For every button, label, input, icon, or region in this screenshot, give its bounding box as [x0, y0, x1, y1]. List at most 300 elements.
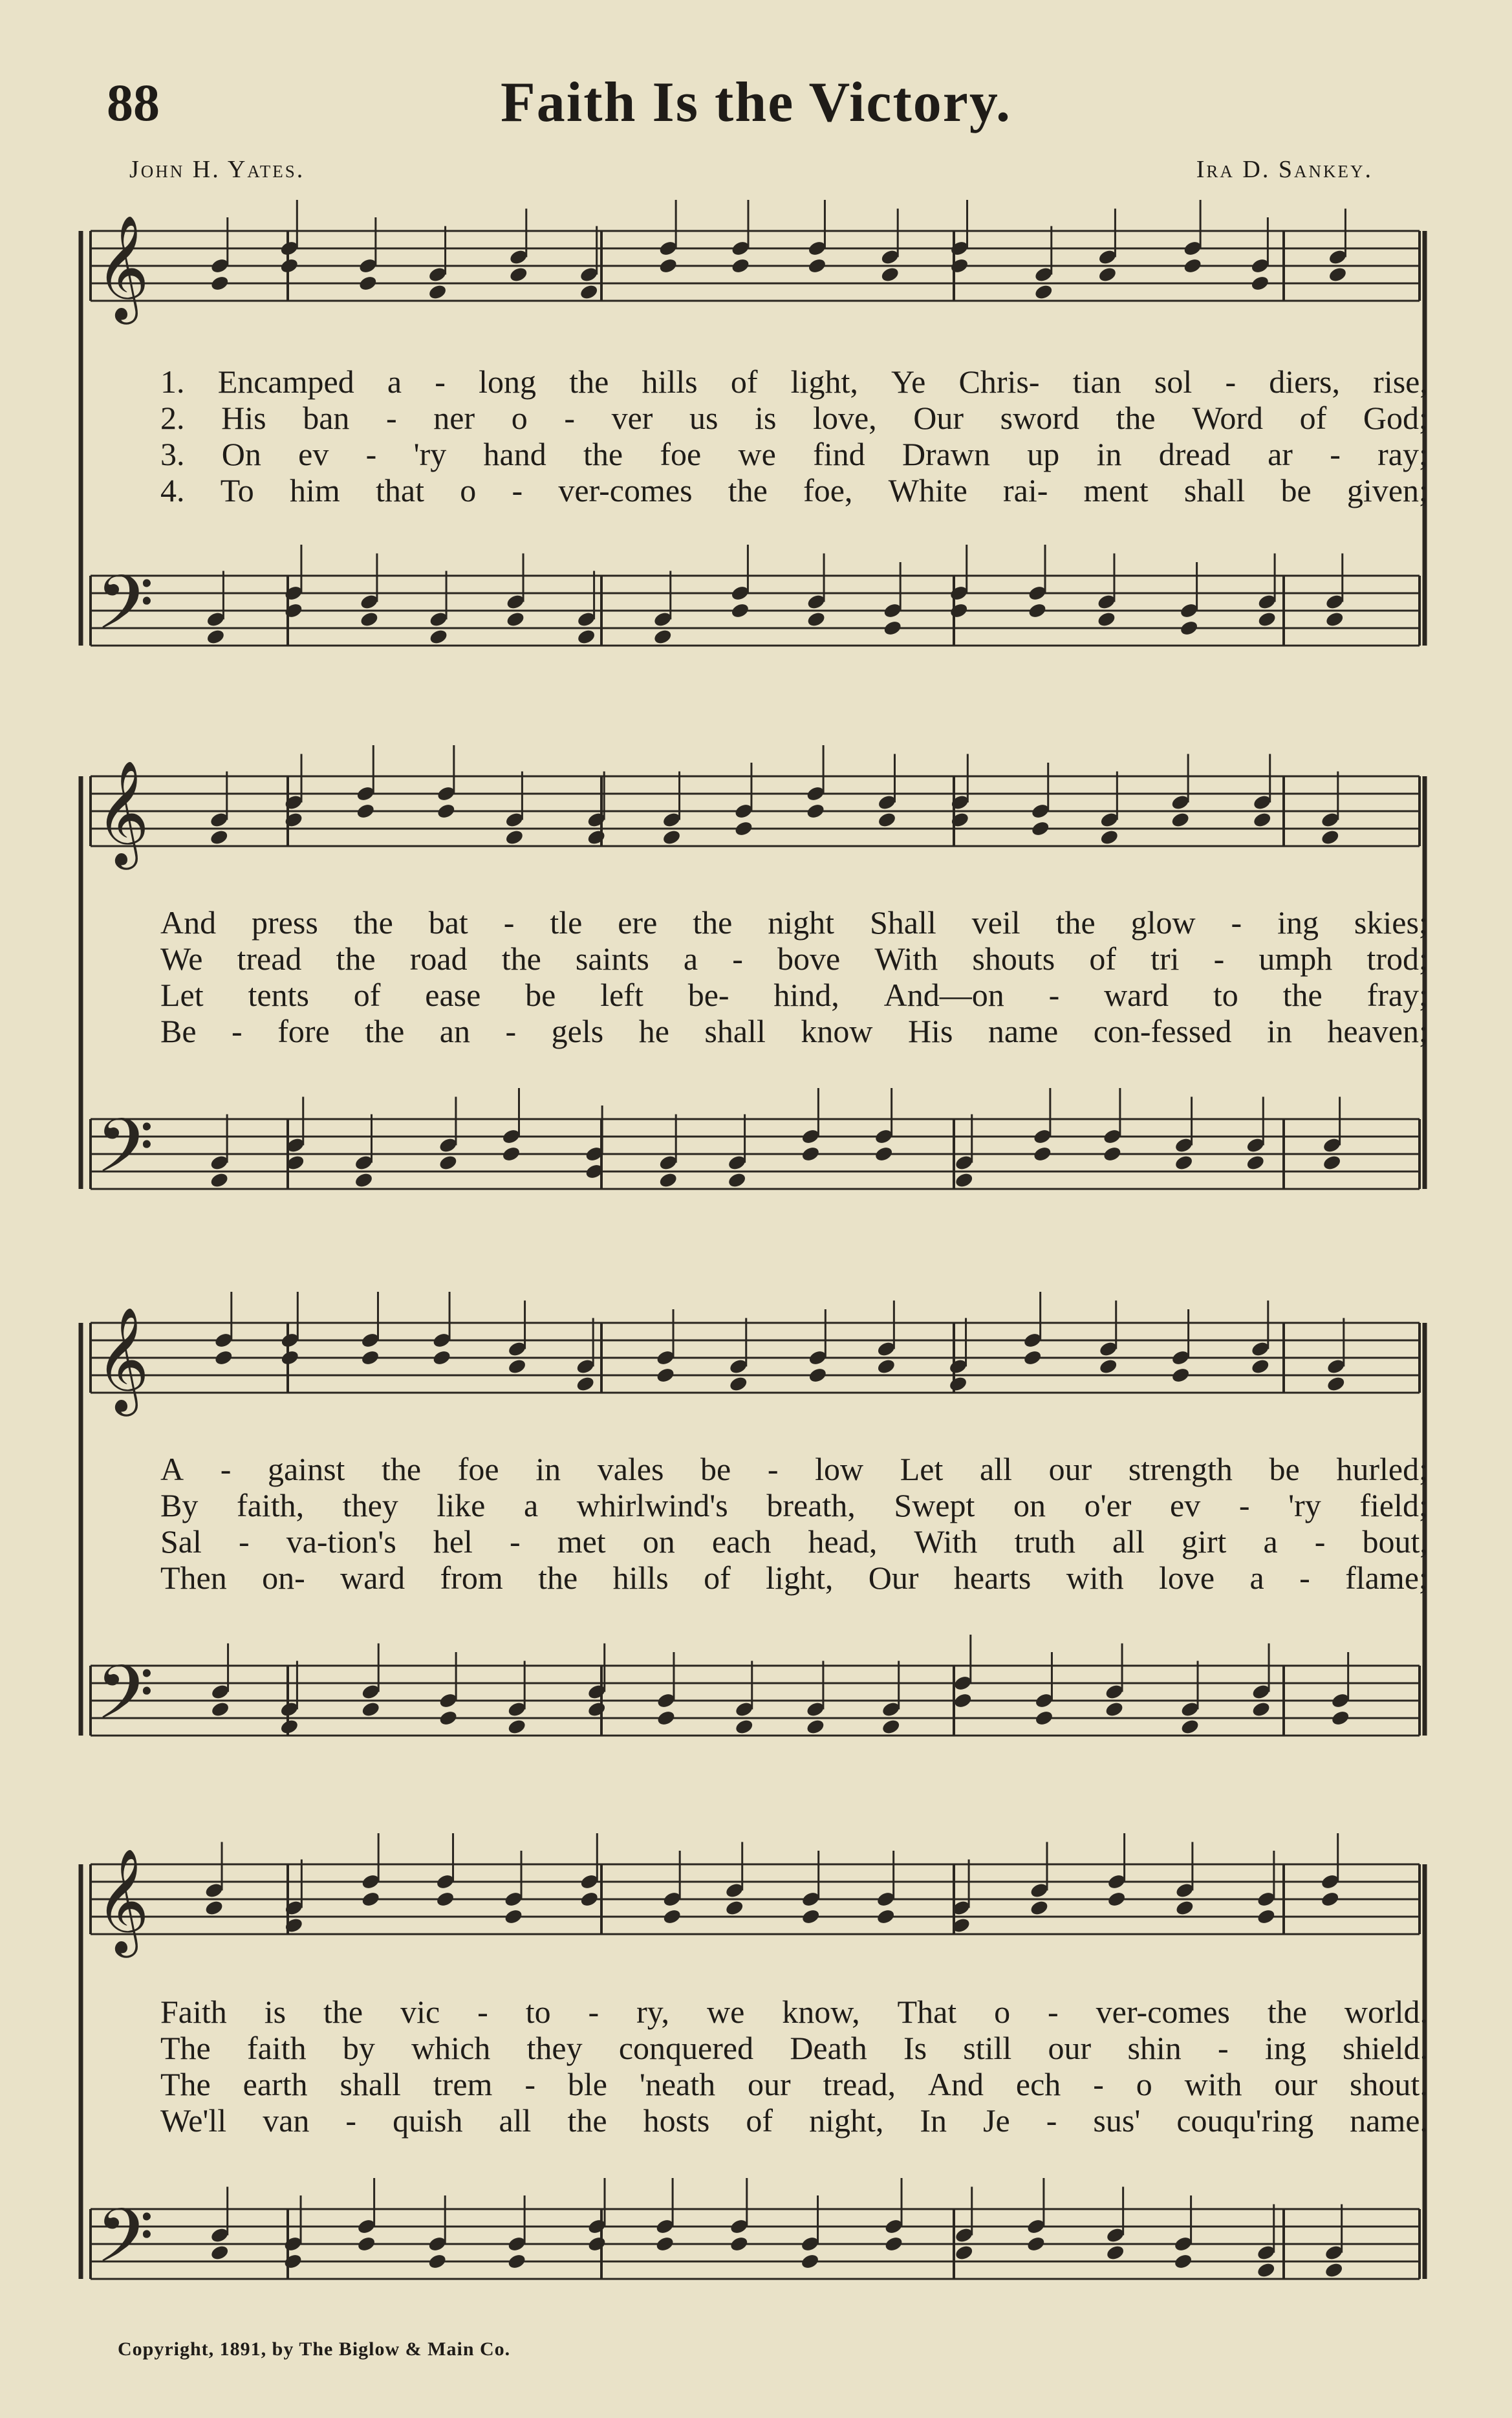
- lyric-syllable: quish: [393, 2102, 463, 2139]
- lyric-syllable: hind,: [773, 977, 839, 1013]
- lyric-syllable: love: [1158, 1560, 1215, 1596]
- lyric-syllable: trem: [433, 2066, 493, 2102]
- lyric-syllable: Let: [900, 1451, 944, 1487]
- note-head: [361, 1701, 381, 1718]
- lyric-syllable: ing: [1264, 2030, 1306, 2066]
- lyric-syllable: hosts: [643, 2102, 710, 2139]
- note-head: [503, 1908, 523, 1925]
- lyric-syllable: That: [897, 1994, 957, 2030]
- note-head: [1171, 811, 1191, 829]
- note-head: [507, 2252, 527, 2270]
- treble-clef-icon: 𝄞: [96, 1307, 149, 1412]
- lyric-line: [160, 1451, 1428, 1487]
- lyric-syllable: foe,: [803, 472, 853, 508]
- note-head: [1026, 2235, 1046, 2252]
- bass-clef-icon: 𝄢: [96, 1650, 155, 1755]
- note-head: [210, 274, 230, 292]
- note-head: [1032, 1145, 1052, 1162]
- bass-clef-icon: 𝄢: [96, 2193, 155, 2298]
- note-head: [877, 811, 897, 829]
- lyric-line: [160, 1013, 1428, 1049]
- note-head: [210, 2244, 230, 2261]
- lyric-syllable: -: [220, 1451, 232, 1487]
- lyric-syllable: in: [535, 1451, 561, 1487]
- lyric-syllable: the: [728, 472, 768, 508]
- note-head: [1256, 2261, 1276, 2279]
- lyric-syllable: His: [907, 1013, 953, 1049]
- note-head: [358, 274, 378, 292]
- lyric-syllable: ner: [433, 400, 475, 436]
- lyric-syllable: Word: [1192, 400, 1264, 436]
- lyric-syllable: hel: [433, 1523, 473, 1560]
- lyric-syllable: to: [525, 1994, 551, 2030]
- lyric-syllable: foe: [457, 1451, 499, 1487]
- note-head: [801, 1908, 821, 1925]
- lyric-syllable: dread: [1158, 436, 1231, 472]
- lyric-syllable: a: [683, 941, 698, 977]
- note-head: [356, 802, 376, 820]
- lyrics-system-4: [160, 1994, 1428, 2139]
- lyrics-system-1: [160, 364, 1428, 508]
- note-head: [662, 1908, 682, 1925]
- lyric-syllable: is: [755, 400, 777, 436]
- lyric-line: [160, 941, 1428, 977]
- lyric-syllable: of: [746, 2102, 773, 2139]
- note-head: [1029, 1899, 1049, 1917]
- lyric-syllable: We: [160, 941, 203, 977]
- lyric-syllable: whirlwind's: [576, 1487, 728, 1523]
- note-head: [655, 2235, 675, 2252]
- note-head: [209, 829, 229, 846]
- lyric-syllable: an: [439, 1013, 470, 1049]
- lyric-syllable: him: [290, 472, 340, 508]
- lyric-syllable: ward: [1104, 977, 1169, 1013]
- lyric-syllable: And: [160, 904, 217, 941]
- lyric-line: [160, 400, 1428, 436]
- lyric-syllable: -: [564, 400, 575, 436]
- note-head: [724, 1899, 744, 1917]
- lyric-syllable: shall: [704, 1013, 766, 1049]
- note-head: [733, 820, 753, 837]
- lyric-syllable: press: [252, 904, 318, 941]
- lyric-syllable: the: [693, 904, 733, 941]
- lyric-syllable: the: [569, 364, 609, 400]
- lyric-syllable: tents: [248, 977, 309, 1013]
- lyric-syllable: the: [501, 941, 541, 977]
- lyric-syllable: -: [1048, 1994, 1059, 2030]
- note-head: [210, 1171, 230, 1189]
- note-head: [1104, 1701, 1124, 1718]
- lyric-syllable: 'ry: [1288, 1487, 1321, 1523]
- note-head: [1173, 2252, 1193, 2270]
- note-head: [1256, 1908, 1276, 1925]
- lyric-syllable: is: [264, 1994, 286, 2030]
- note-head: [1328, 266, 1348, 283]
- lyric-syllable: diers,: [1269, 364, 1340, 400]
- lyric-syllable: light,: [766, 1560, 834, 1596]
- note-head: [874, 1145, 894, 1162]
- lyric-syllable: shin: [1127, 2030, 1182, 2066]
- lyric-syllable: of: [353, 977, 381, 1013]
- note-head: [1105, 2244, 1125, 2261]
- lyric-syllable: love,: [813, 400, 877, 436]
- note-head: [948, 1375, 968, 1393]
- note-head: [1324, 611, 1345, 628]
- lyric-syllable: Is: [903, 2030, 927, 2066]
- lyric-syllable: be: [1280, 472, 1312, 508]
- lyric-syllable: faith,: [236, 1487, 305, 1523]
- note-head: [587, 2235, 607, 2252]
- lyric-syllable: Ye: [891, 364, 926, 400]
- note-head: [427, 283, 448, 301]
- note-head: [507, 1718, 527, 1736]
- note-head: [210, 1701, 230, 1718]
- lyric-syllable: tian: [1072, 364, 1121, 400]
- lyric-syllable: -: [238, 1523, 250, 1560]
- lyric-syllable: The: [160, 2030, 211, 2066]
- lyric-syllable: -: [1299, 1560, 1310, 1596]
- lyric-syllable: we: [706, 1994, 745, 2030]
- lyric-syllable: tle: [550, 904, 583, 941]
- lyric-syllable: heaven;: [1327, 1013, 1428, 1049]
- lyric-syllable: bout,: [1362, 1523, 1428, 1560]
- lyric-syllable: in: [1096, 436, 1122, 472]
- treble-clef-icon: 𝄞: [96, 1848, 149, 1954]
- note-head: [438, 1154, 458, 1171]
- lyric-syllable: find: [813, 436, 865, 472]
- note-head: [953, 1692, 973, 1709]
- note-head: [807, 257, 827, 274]
- lyric-syllable: Faith: [160, 1994, 227, 2030]
- lyric-syllable: -: [435, 364, 446, 400]
- lyric-syllable: shouts: [972, 941, 1055, 977]
- note-head: [954, 1171, 974, 1189]
- lyric-syllable: glow: [1130, 904, 1196, 941]
- lyric-syllable: Swept: [894, 1487, 975, 1523]
- lyric-syllable: on-: [262, 1560, 305, 1596]
- lyric-syllable: they: [526, 2030, 583, 2066]
- note-head: [504, 829, 524, 846]
- note-head: [658, 1171, 678, 1189]
- note-head: [1033, 283, 1053, 301]
- lyric-syllable: Chris-: [958, 364, 1040, 400]
- note-head: [1171, 1366, 1191, 1384]
- note-head: [949, 257, 969, 274]
- lyric-syllable: o: [1136, 2066, 1152, 2102]
- lyric-syllable: name: [988, 1013, 1059, 1049]
- lyric-syllable: 'neath: [639, 2066, 716, 2102]
- lyric-syllable: low: [815, 1451, 864, 1487]
- lyric-syllable: the: [336, 941, 376, 977]
- lyric-syllable: he: [638, 1013, 669, 1049]
- note-head: [656, 1709, 676, 1726]
- lyric-syllable: we: [738, 436, 776, 472]
- bass-clef-icon: 𝄢: [96, 1103, 155, 1208]
- note-head: [1180, 1718, 1200, 1736]
- lyric-syllable: hills: [612, 1560, 669, 1596]
- lyric-syllable: ech: [1015, 2066, 1061, 2102]
- lyric-syllable: the: [538, 1560, 578, 1596]
- note-head: [1250, 274, 1270, 292]
- lyric-syllable: faith: [246, 2030, 307, 2066]
- lyric-syllable: be: [525, 977, 556, 1013]
- lyric-syllable: strength: [1128, 1451, 1233, 1487]
- lyric-syllable: ing: [1277, 904, 1319, 941]
- note-head: [806, 802, 826, 820]
- lyric-syllable: vales: [597, 1451, 664, 1487]
- lyric-syllable: be: [700, 1451, 731, 1487]
- lyric-syllable: our: [1048, 2030, 1092, 2066]
- lyric-syllable: bat: [428, 904, 468, 941]
- lyric-syllable: be-: [687, 977, 729, 1013]
- note-head: [507, 1358, 527, 1375]
- note-head: [876, 1358, 896, 1375]
- lyric-syllable: the: [567, 2102, 607, 2139]
- lyric-syllable: a: [1249, 1560, 1264, 1596]
- lyric-syllable: -: [1218, 2030, 1229, 2066]
- note-head: [1174, 1154, 1194, 1171]
- lyric-syllable: which: [411, 2030, 491, 2066]
- lyric-syllable: field;: [1359, 1487, 1428, 1523]
- note-head: [1098, 1358, 1118, 1375]
- note-head: [435, 1890, 455, 1908]
- note-head: [428, 628, 448, 646]
- lyric-syllable: be: [1269, 1451, 1300, 1487]
- lyric-syllable: of: [1299, 400, 1327, 436]
- lyric-syllable: van: [263, 2102, 310, 2139]
- lyric-syllable: breath,: [766, 1487, 856, 1523]
- lyric-syllable: shall: [340, 2066, 401, 2102]
- note-head: [508, 266, 528, 283]
- lyric-syllable: our: [1048, 1451, 1092, 1487]
- lyric-syllable: night: [768, 904, 835, 941]
- lyric-syllable: fore: [277, 1013, 330, 1049]
- lyric-syllable: sus': [1093, 2102, 1141, 2139]
- lyric-syllable: ar: [1268, 436, 1293, 472]
- lyric-syllable: the: [1055, 904, 1096, 941]
- lyric-syllable: the: [353, 904, 393, 941]
- note-head: [431, 1349, 451, 1366]
- lyric-syllable: foe: [660, 436, 702, 472]
- note-head: [1251, 1701, 1271, 1718]
- lyric-line: [160, 2066, 1428, 2102]
- lyric-syllable: with: [1066, 1560, 1124, 1596]
- note-head: [579, 1890, 599, 1908]
- lyric-syllable: -: [767, 1451, 779, 1487]
- lyric-syllable: By: [160, 1487, 199, 1523]
- lyric-syllable: shield.: [1343, 2030, 1428, 2066]
- lyric-syllable: trod;: [1366, 941, 1428, 977]
- lyric-syllable: Encamped: [217, 364, 354, 400]
- lyric-syllable: 'ry: [413, 436, 447, 472]
- lyric-syllable: 2.: [160, 400, 185, 436]
- lyric-syllable: -: [1213, 941, 1225, 977]
- lyric-syllable: -: [512, 472, 523, 508]
- lyric-syllable: road: [409, 941, 468, 977]
- lyric-syllable: earth: [243, 2066, 308, 2102]
- note-head: [655, 1366, 675, 1384]
- lyric-syllable: a: [387, 364, 402, 400]
- lyric-line: [160, 1487, 1428, 1523]
- note-head: [1246, 1154, 1266, 1171]
- lyric-line: [160, 2030, 1428, 2066]
- lyric-syllable: saints: [575, 941, 649, 977]
- note-head: [662, 829, 682, 846]
- note-head: [436, 802, 456, 820]
- lyric-syllable: all: [499, 2102, 532, 2139]
- note-head: [279, 257, 299, 274]
- lyric-syllable: 3.: [160, 436, 185, 472]
- lyric-syllable: -: [524, 2066, 535, 2102]
- lyric-syllable: hurled;: [1336, 1451, 1428, 1487]
- note-head: [730, 602, 750, 619]
- lyric-syllable: know: [801, 1013, 873, 1049]
- lyric-syllable: A: [160, 1451, 184, 1487]
- lyric-line: [160, 436, 1428, 472]
- note-head: [1174, 1899, 1194, 1917]
- lyric-syllable: hearts: [953, 1560, 1031, 1596]
- lyric-syllable: in: [1267, 1013, 1292, 1049]
- lyric-syllable: from: [440, 1560, 503, 1596]
- lyric-syllable: the: [1282, 977, 1323, 1013]
- lyric-syllable: of: [704, 1560, 731, 1596]
- lyric-line: [160, 1560, 1428, 1596]
- lyrics-system-2: [160, 904, 1428, 1049]
- lyric-syllable: gainst: [267, 1451, 345, 1487]
- lyric-syllable: -: [1225, 364, 1237, 400]
- lyric-syllable: ray;: [1377, 436, 1428, 472]
- lyric-line: [160, 977, 1428, 1013]
- lyric-syllable: the: [323, 1994, 363, 2030]
- note-head: [1030, 820, 1050, 837]
- lyric-syllable: our: [748, 2066, 791, 2102]
- note-head: [356, 2235, 376, 2252]
- lyric-syllable: -: [232, 1013, 243, 1049]
- lyric-syllable: they: [342, 1487, 398, 1523]
- lyric-syllable: sword: [1000, 400, 1079, 436]
- lyric-syllable: -: [1314, 1523, 1326, 1560]
- lyric-syllable: Drawn: [902, 436, 991, 472]
- note-head: [729, 2235, 749, 2252]
- lyric-syllable: with: [1184, 2066, 1242, 2102]
- note-head: [883, 2235, 903, 2252]
- note-head: [653, 628, 673, 646]
- lyric-syllable: With: [874, 941, 938, 977]
- lyric-syllable: ver-comes: [1096, 1994, 1230, 2030]
- lyric-syllable: -: [1046, 2102, 1057, 2139]
- lyric-syllable: tri: [1150, 941, 1180, 977]
- lyric-syllable: us: [689, 400, 718, 436]
- note-head: [280, 1349, 300, 1366]
- lyric-syllable: a: [1263, 1523, 1278, 1560]
- lyric-syllable: ment: [1083, 472, 1149, 508]
- lyric-syllable: ry,: [636, 1994, 670, 2030]
- lyric-syllable: to: [1213, 977, 1238, 1013]
- note-head: [805, 1718, 825, 1736]
- lyric-syllable: world.: [1344, 1994, 1428, 2030]
- lyric-syllable: shall: [1183, 472, 1246, 508]
- lyric-syllable: o: [994, 1994, 1011, 2030]
- lyric-syllable: The: [160, 2066, 211, 2102]
- lyric-syllable: Sal: [160, 1523, 202, 1560]
- note-head: [1027, 602, 1047, 619]
- lyric-syllable: the: [382, 1451, 422, 1487]
- treble-clef-icon: 𝄞: [96, 215, 149, 320]
- lyric-syllable: on: [1013, 1487, 1046, 1523]
- lyric-syllable: With: [914, 1523, 978, 1560]
- note-head: [949, 602, 969, 619]
- note-head: [359, 611, 379, 628]
- note-head: [1330, 1709, 1350, 1726]
- lyric-syllable: -: [510, 1523, 521, 1560]
- note-head: [801, 1145, 821, 1162]
- lyric-syllable: -: [1330, 436, 1341, 472]
- note-head: [806, 611, 826, 628]
- note-head: [727, 1171, 747, 1189]
- note-head: [1102, 1145, 1122, 1162]
- lyric-syllable: our: [1274, 2066, 1318, 2102]
- lyric-syllable: We'll: [160, 2102, 227, 2139]
- composer-credit: Ira D. Sankey.: [1196, 156, 1373, 183]
- note-head: [1097, 266, 1118, 283]
- lyric-syllable: couqu'ring: [1176, 2102, 1314, 2139]
- lyric-syllable: conquered: [618, 2030, 754, 2066]
- lyric-syllable: o'er: [1084, 1487, 1132, 1523]
- lyric-syllable: Je: [983, 2102, 1010, 2139]
- lyric-syllable: tread,: [823, 2066, 896, 2102]
- lyric-syllable: flame;: [1345, 1560, 1428, 1596]
- lyric-syllable: ble: [567, 2066, 607, 2102]
- lyric-syllable: know,: [782, 1994, 860, 2030]
- lyric-syllable: sol: [1154, 364, 1193, 400]
- lyric-syllable: -: [505, 1013, 517, 1049]
- lyric-syllable: His: [221, 400, 266, 436]
- lyric-syllable: vic: [400, 1994, 440, 2030]
- lyric-syllable: met: [557, 1523, 606, 1560]
- lyric-syllable: -: [1048, 977, 1060, 1013]
- lyric-syllable: -: [732, 941, 743, 977]
- lyric-syllable: -: [365, 436, 377, 472]
- note-head: [728, 1375, 748, 1393]
- note-head: [1322, 1154, 1342, 1171]
- lyric-syllable: hand: [483, 436, 546, 472]
- note-head: [279, 1718, 299, 1736]
- note-head: [213, 1349, 233, 1366]
- lyric-syllable: 1.: [160, 364, 185, 400]
- lyric-syllable: that: [376, 472, 424, 508]
- lyric-syllable: ev: [298, 436, 329, 472]
- note-head: [880, 266, 900, 283]
- lyric-syllable: by: [342, 2030, 375, 2066]
- lyric-syllable: given;: [1346, 472, 1428, 508]
- lyric-syllable: umph: [1258, 941, 1333, 977]
- lyric-syllable: girt: [1182, 1523, 1227, 1560]
- note-head: [576, 628, 596, 646]
- note-head: [734, 1718, 754, 1736]
- note-head: [360, 1349, 380, 1366]
- note-head: [876, 1908, 896, 1925]
- lyric-syllable: ver-comes: [558, 472, 693, 508]
- lyric-syllable: bove: [777, 941, 841, 977]
- lyric-syllable: -: [386, 400, 397, 436]
- note-head: [501, 1145, 521, 1162]
- lyric-syllable: rise,: [1373, 364, 1428, 400]
- lyric-syllable: God;: [1363, 400, 1428, 436]
- note-head: [579, 283, 599, 301]
- lyric-syllable: -: [477, 1994, 488, 2030]
- lyric-syllable: skies;: [1354, 904, 1428, 941]
- note-head: [204, 1899, 224, 1917]
